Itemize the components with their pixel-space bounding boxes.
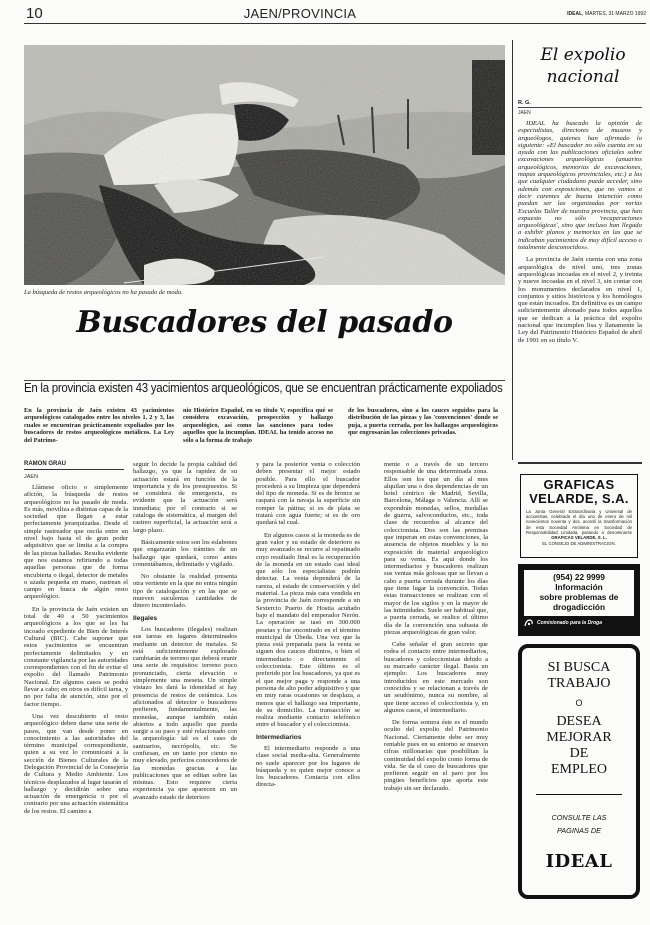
sidebar-byline: R. G. xyxy=(518,100,642,108)
paragraph: En la provincia de Jaén existen un total de 40 a 50 yacimientos arqueológicos a los que se les ha incoado expediente de Bien de Interés Cultural (BIC). Cabe suponer que estos yacimientos se encuentran perfectamente delimitados y en constante vigilancia por las autoridades correspondientes con el fin de evitar el expolio del llamado Patrimonio Nacional. En algunos casos se podrá llevar a cabo; en otros es difícil tarea, y no por falta de atención, sino por el factor tiempo. xyxy=(24,605,128,708)
page-header xyxy=(24,4,646,24)
ad-empleo-divider xyxy=(536,794,622,795)
paragraph: seguir lo decide la propia calidad del hallazgo, ya que la rapidez de su actuación estará en función de la importancia y de los presupuestos. Si se considera de emergencia, es evidente que la actuación será inmediata; por el contrario si se cataloga de sistemática, al margen del rastreo superficial, la actuación será a largo plazo. xyxy=(133,461,237,534)
section-title: JAEN/PROVINCIA xyxy=(243,6,357,21)
photo-caption: La búsqueda de restos arqueológicos no ha pasado de moda. xyxy=(24,289,183,296)
dateline-date: , MARTES, 31 MARZO 1992 xyxy=(582,11,646,17)
ad-empleo-line-6: DE xyxy=(569,746,589,761)
dateline-brand: IDEAL xyxy=(567,11,583,17)
article-byline: RAMON GRAU xyxy=(24,461,124,470)
section-subheading-ilegales: Ilegales xyxy=(133,614,158,622)
ad-empleo xyxy=(518,644,640,899)
ad-company-name: GRAFICAS VELARDE, S. L. xyxy=(551,535,607,541)
article-lead-part-3: de los buscadores, sino a los cauces seguidos para la distribución de las piezas y las 'convenciones' donde se puja, a puerta cerrada, por los hallazgos arqueológicos que engrosarán las colecciones privadas. xyxy=(348,407,498,437)
sidebar-bottom-rule xyxy=(518,462,642,464)
article-column-3 xyxy=(256,461,360,794)
ad-title-line-2: VELARDE, S.A. xyxy=(529,491,629,506)
paragraph: Los buscadores (ilegales) realizan sus tareas en lugares determinados mediante un detector de metales. Si está suficientemente explorado cambiarán de terreno que deberá reunir una serie de requisitos: terreno poco pronunciado, cierta elevación o simplemente una meseta. Un simple vistazo les dará la idoneidad si hay presencia de restos de cerámica. Los aficionados al detector o buscadores prefieren, fundamentalmente, las monedas, aunque también están abiertos a todo aquello que pueda surgir a su paso y esté relacionado con la arqueología: tal es el caso de santuarios, necrópolis, etc. Se confiesan, en un tanto por ciento no muy elevado, perfectos conocedores de las monedas gracias a las publicaciones que se editan sobre las mismas. Esto requiere cierta experiencia ya que aparecen en un avanzado estado de deterioro xyxy=(133,625,237,801)
paragraph: Básicamente estos son los eslabones que engarzarán los trámites de un hallazgo que quedará, como antes comentábamos, delimitado y vigilado. xyxy=(133,538,237,568)
page-number: 10 xyxy=(26,5,43,22)
paragraph: De forma somera éste es el mundo oculto del expolio del Patrimonio Nacional. Ciertamente debe ser muy rentable pues en su entorno se mueven cifras millonarias que posibilitan la continuidad del expolio como forma de vida. Se da el caso de buscadores que prefieren seguir en el paro por los pingües beneficios que aporta este trabajo sin ser declarado. xyxy=(384,719,488,792)
sidebar-title xyxy=(518,44,648,88)
article-lead-part-1: En la provincia de Jaén existen 43 yacimientos arqueológicos catalogados entre los niveles 1, 2 y 3, las cuales se encuentran prácticamente expoliados por los buscadores de restos arqueológicos metálicos. La Ley del Patrimo- xyxy=(24,407,174,444)
ad-drug-footer-text: Comisionado para la Droga xyxy=(537,620,603,626)
sidebar-title-line-1: El expolio xyxy=(540,45,626,65)
commissioner-logo-icon xyxy=(524,619,534,627)
ad-signature: EL CONSEJO DE ADMINISTRACION. xyxy=(542,541,616,547)
ad-line-3: drogadicción xyxy=(552,602,606,612)
ad-empleo-small-2: PAGINAS DE xyxy=(556,826,602,835)
paragraph: No obstante la realidad presenta otra vertiente en la que no entra ningún tipo de catalogación y en las que se mueven suculentas cantidades de dinero incontrolado. xyxy=(133,573,237,610)
ad-body xyxy=(526,509,632,540)
paragraph: mente o a través de un tercero responsable de una determinada zona. Ellos son los que un día al mes alquilan una o dos dependencias de un hotel céntrico de Madrid, Sevilla, Barcelona, Málaga o Valencia. Allí se expondrán monedas, sellos, medallas de guerra, salvoconductos, etc., toda clase de recuerdos al alcance del coleccionista. Dos son las premisas que imperan en estas convenciones, la ausencia de objetos muebles y la no exposición de material arqueológico para su venta. Es aquí donde los intermediarios y buscadores realizan sus ventas más golosas que se llevan a cabo a puerta cerrada durante los días que tiene lugar la convención. Todas estas transacciones se realizan con el mayor de los sigilos y en la mayor de las intimidades. Suele ser habitual que, a puerta cerrada, se realice el último día de la convención una subasta de piezas arqueológicas de gran valor. xyxy=(384,461,488,636)
sidebar-title-line-2: nacional xyxy=(546,67,620,87)
ad-drug-footer xyxy=(524,619,634,627)
sidebar-place: JAEN xyxy=(518,110,531,116)
dateline xyxy=(567,11,646,17)
ad-drug-helpline xyxy=(518,564,640,636)
section-subheading-intermediarios: Intermediarios xyxy=(256,733,302,741)
ad-line-2: sobre problemas de xyxy=(539,592,619,602)
article-headline: Buscadores del pasado xyxy=(76,305,453,340)
sidebar-divider xyxy=(512,40,513,460)
paragraph: Cabe señalar el gran secreto que rodea el contacto entre intermediarios, buscadores y coleccionistas debido a su marcado carácter ilegal. Basta un ejemplo: Los buscadores muy introducidos en este mercado son conocidos y se relacionan a través de un seudónimo, nunca su nombre, al que tiene acceso el coleccionista y, en algunos casos, el intermediario. xyxy=(384,641,488,714)
ad-graficas-velarde xyxy=(520,474,638,558)
paragraph: La provincia de Jaén cuenta con una zona arqueológica de nivel uno, tres zonas arqueológicas incoadas en el nivel 2, y treinta y nueve incoadas en el nivel 3, sin contar con los monumentos declarados en nivel 1, conjuntos y sitios históricos y los homólogos que están incoados. En definitiva es un campo suficientemente abonado para todos aquellos que se dedican a la práctica del expolio nacional que incumplen lisa y llanamente la Ley del Patrimonio Histórico Español de abril de 1991 en su título V. xyxy=(518,256,642,344)
article-column-1 xyxy=(24,484,128,820)
ideal-logo: IDEAL xyxy=(545,851,613,872)
excavation-photo-illustration xyxy=(24,45,505,285)
article-subhead: En la provincia existen 43 yacimientos arqueológicos, que se encuentran prácticamente expoliados xyxy=(24,381,503,395)
paragraph: y para la posterior venta o colección deben presentar el mejor estado posible. Para ello el buscador procederá a su limpieza que dependerá del tipo de moneda. Si es de bronce se raspará con la navaja la superficie sin romper la pátina; si es de plata se tratará con agua fuerte; si es de oro quedará tal cual. xyxy=(256,461,360,527)
ad-empleo-small-1: CONSULTE LAS xyxy=(551,813,607,822)
ad-empleo-line-1: SI BUSCA xyxy=(547,660,611,675)
ad-title-line-1: GRAFICAS xyxy=(543,477,615,492)
article-photo xyxy=(24,45,505,285)
article-place: JAEN xyxy=(24,474,39,480)
article-column-2 xyxy=(133,461,237,806)
ad-empleo-line-4: DESEA xyxy=(556,714,602,729)
paragraph: En algunos casos si la moneda es de gran valor y su estado de deterioro es muy avanzado se recurre al repatinado cuyo resultado final es la recuperación de la moneda en un estado casi ideal que sólo los especialistas podrán detectar. La venta dependerá de la rareza, el estado de conservación y del material. La pieza más cara vendida en la provincia de Jaén corresponde a un Sextercio Puerto de Hostia acuñado bajo el mandato del emperador Nerón. La operación se tasó en 300.000 pesetas y fue encontrado en el término municipal de Úbeda. Una vez que la pieza está preparada para la venta se siguen dos cauces distintos, o bien el intermediario o directamente el coleccionista. Este último es el preferido por los buscadores, ya que es el que mejor paga y responde a una persona de alto poder adquisitivo y que en muy raras ocasiones se desplaza, a menos que el hallazgo sea importante, de su domicilio. La transacción se realiza mediante contacto telefónico entre el buscador y el coleccionista. xyxy=(256,531,360,729)
sidebar-body xyxy=(518,120,642,349)
paragraph: El intermediario responde a una clase social media-alta. Generalmente no suele aparecer por los lugares de búsqueda y es quien mejor conoce a los buscadores. Contacta con ellos directa- xyxy=(256,744,360,789)
ad-body-text: La Junta General Extraordinaria y Universal de accionistas, celebrada el día uno de enero de mil novecientos noventa y dos, acordó la transformación de esta Sociedad Anónima en Sociedad de Responsabilidad Limitada, pasando a denominarse xyxy=(526,509,632,535)
ad-empleo-line-2: TRABAJO xyxy=(547,676,611,691)
article-lead-part-2: nio Histórico Español, en su título V, especifica qué se considera excavación, prospección y hallazgo arqueológico, así como las sanciones para todos aquellos que la incumplan. IDEAL ha tenido acceso no sólo a la forma de trabajo xyxy=(183,407,333,444)
ad-drug-panel xyxy=(524,570,634,616)
ad-empleo-line-3: O xyxy=(575,698,583,708)
helpline-phone: (954) 22 9999 xyxy=(553,572,605,582)
ad-line-1: Información xyxy=(555,582,603,592)
paragraph: IDEAL ha buscado la opinión de especialistas, directores de museos y arqueólogos, quienes han afirmado lo siguiente: «El buscador no sólo cuenta en su ayuda con las publicaciones oficiales sobre excavaciones arqueológicas (anuarios arqueológicos, memorias de excavaciones, mapas arqueológicos provinciales, etc.) a las que cualquier ciudadano puede acceder, sino además con exposiciones, que no vamos a decir carentes de buena intención como puedan ser las organizadas por varias Escuelas Taller de nuestra provincia, que han expuesto no sólo 'recuperaciones arqueológicas', sino que incluso han llegado a exhibir planos y memorias en las que se indicaban yacimientos de muy difícil acceso o totalmente desconocidos». xyxy=(518,120,642,252)
article-column-4 xyxy=(384,461,488,797)
paragraph: Llámese oficio o simplemente afición, la búsqueda de restos arqueológicos no ha pasado de moda. Es más, moviliza a distintas capas de la sociedad que llegan a estar perfectamente jerarquizadas. Desde el simple rastreador que oscila entre un nivel bajo hasta el de gran poder adquisitivo que se limita a la compra de las piezas halladas. Resulta evidente que nos estamos refiriendo a todas aquellas personas que de forma encubierta o ilegal, detector de metales o azada pequeña en mano, rastrean el campo en busca de algún resto arqueológico. xyxy=(24,484,129,601)
ad-empleo-line-5: MEJORAR xyxy=(546,730,612,745)
ad-empleo-line-7: EMPLEO xyxy=(551,762,607,777)
paragraph: Una vez descubierto el resto arqueológico deben darse una serie de pasos, que van desde poner en conocimiento a las autoridades del término municipal correspondiente, quien a su vez lo comunicará a la sección de Bienes Culturales de la Delegación Provincial de la Consejería de Cultura y Medio Ambiente. Los técnicos desplazados al lugar tasarán el hallazgo y decidirán sobre una actuación de emergencia o por el contrario por una actuación sistemática de los restos. El camino a xyxy=(24,712,128,815)
